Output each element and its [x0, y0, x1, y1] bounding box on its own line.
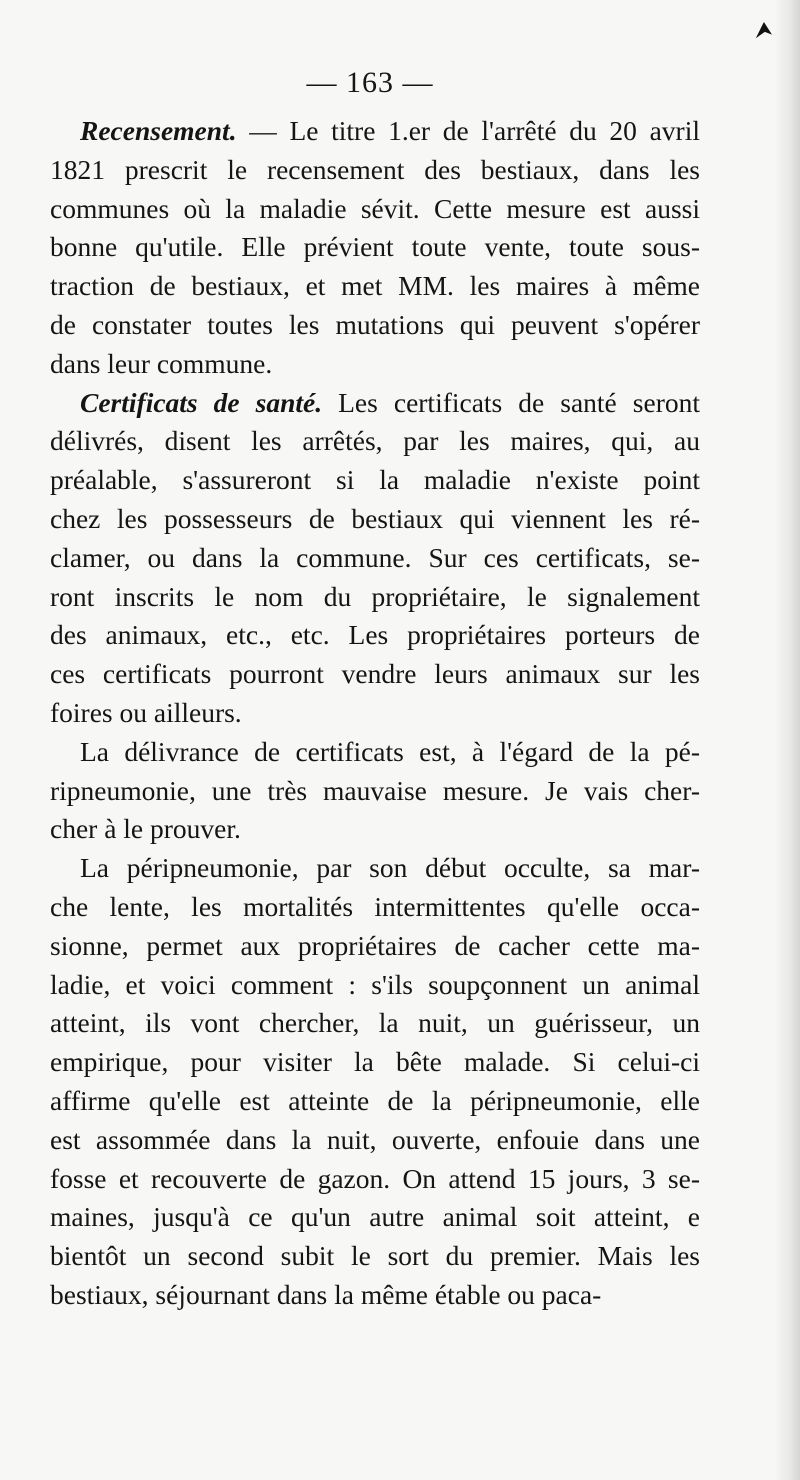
text-line: [50, 616, 700, 655]
line-text: che lente, les mortalités intermittentes qu'elle occa-: [50, 890, 700, 922]
text-line: [50, 384, 700, 423]
text-line: [50, 1276, 700, 1315]
text-line: [50, 1198, 700, 1237]
text-line: [50, 927, 700, 966]
paragraph: [50, 849, 700, 1315]
line-text: bestiaux, séjournant dans la même étable ou paca-: [50, 1278, 602, 1310]
text-line: [50, 888, 700, 927]
line-text: dans leur commune.: [50, 347, 273, 379]
line-text: clamer, ou dans la commune. Sur ces certificats, se-: [50, 541, 700, 573]
text-line: [50, 1082, 700, 1121]
line-text: La péripneumonie, par son début occulte, sa mar-: [80, 852, 700, 884]
line-text: communes où la maladie sévit. Cette mesure est aussi: [50, 192, 700, 224]
line-text: des animaux, etc., etc. Les propriétaires porteurs de: [50, 619, 700, 651]
line-text: empirique, pour visiter la bête malade. Si celui-ci: [50, 1046, 700, 1078]
paragraph: [50, 112, 700, 384]
page-edge-shadow: [774, 0, 800, 1480]
ink-blot-mark: [754, 22, 772, 40]
line-text: de constater toutes les mutations qui peuvent s'opérer: [50, 308, 700, 340]
line-text: chez les possesseurs de bestiaux qui viennent les ré-: [50, 502, 700, 534]
line-text: 1821 prescrit le recensement des bestiaux, dans les: [50, 153, 700, 185]
text-line: [50, 655, 700, 694]
text-line: [50, 1237, 700, 1276]
body-text: [50, 112, 700, 1315]
paragraph: [50, 733, 700, 849]
line-text: ripneumonie, une très mauvaise mesure. Je vais cher-: [50, 774, 700, 806]
line-text: Les certificats de santé seront: [322, 386, 700, 418]
text-line: [50, 849, 700, 888]
line-text: bonne qu'utile. Elle prévient toute vente, toute sous-: [50, 231, 700, 263]
text-line: [50, 733, 700, 772]
paragraph: [50, 384, 700, 733]
line-text: préalable, s'assureront si la maladie n'existe point: [50, 464, 700, 496]
line-text: est assommée dans la nuit, ouverte, enfouie dans une: [50, 1123, 700, 1155]
line-text: fosse et recouverte de gazon. On attend 15 jours, 3 se-: [50, 1162, 700, 1194]
line-text: ront inscrits le nom du propriétaire, le signalement: [50, 580, 700, 612]
text-line: [50, 422, 700, 461]
line-text: bientôt un second subit le sort du premier. Mais les: [50, 1240, 700, 1272]
line-text: traction de bestiaux, et met MM. les maires à même: [50, 270, 700, 302]
section-heading: Recensement.: [80, 115, 237, 146]
line-text: sionne, permet aux propriétaires de cacher cette ma-: [50, 929, 700, 961]
text-line: [50, 578, 700, 617]
text-line: [50, 345, 700, 384]
line-text: — Le titre 1.er de l'arrêté du 20 avril: [236, 115, 700, 146]
section-heading: Certificats de santé.: [80, 386, 323, 418]
line-text: La délivrance de certificats est, à l'égard de la pé-: [80, 735, 700, 767]
text-line: [50, 810, 700, 849]
text-line: [50, 694, 700, 733]
text-line: [50, 461, 700, 500]
text-line: [50, 1043, 700, 1082]
line-text: ces certificats pourront vendre leurs animaux sur les: [50, 658, 700, 690]
text-line: [50, 190, 700, 229]
page-number: — 163 —: [306, 66, 434, 99]
line-text: cher à le prouver.: [50, 813, 241, 845]
line-text: délivrés, disent les arrêtés, par les maires, qui, au: [50, 425, 700, 457]
text-line: [50, 267, 700, 306]
text-line: [50, 772, 700, 811]
line-text: foires ou ailleurs.: [50, 696, 242, 728]
text-line: [50, 1004, 700, 1043]
line-text: ladie, et voici comment : s'ils soupçonnent un animal: [50, 968, 700, 1000]
text-line: [50, 1160, 700, 1199]
line-text: atteint, ils vont chercher, la nuit, un guérisseur, un: [50, 1007, 700, 1039]
text-line: [50, 306, 700, 345]
line-text: affirme qu'elle est atteinte de la péripneumonie, elle: [50, 1084, 700, 1116]
line-text: maines, jusqu'à ce qu'un autre animal soit atteint, e: [50, 1201, 700, 1233]
text-line: [50, 966, 700, 1005]
text-line: [50, 151, 700, 190]
text-line: [50, 112, 700, 151]
text-line: [50, 539, 700, 578]
text-line: [50, 1121, 700, 1160]
text-line: [50, 228, 700, 267]
text-line: [50, 500, 700, 539]
